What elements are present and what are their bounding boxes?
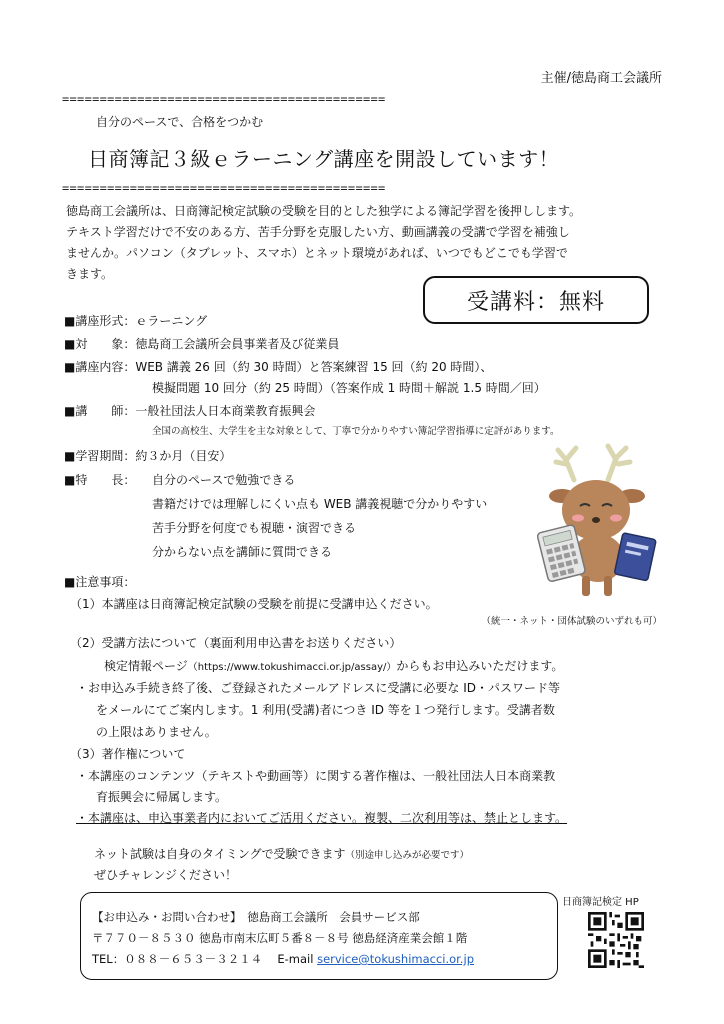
- note-2-bullet-2: をメールにてご案内します。1 利用(受講)者につき ID 等を１つ発行します。受講者数: [96, 703, 555, 717]
- fee-badge: 受講料：無料: [423, 276, 649, 324]
- organizer-label: 主催/徳島商工会議所: [540, 71, 662, 86]
- contact-line-2: 〒７７０－８５３０ 徳島市南末広町５番８－８号 徳島経済産業会館１階: [92, 931, 468, 945]
- cheek-right: [610, 515, 622, 522]
- intro-line-4: きます。: [66, 267, 114, 281]
- detail-content-1: ■講座内容：WEB 講義 26 回（約 30 時間）と答案練習 15 回（約 20 時間）、: [64, 360, 493, 374]
- note-3-bullet-1: ・本講座のコンテンツ（テキストや動画等）に関する著作権は、一般社団法人日本商業教: [76, 769, 556, 783]
- note-2: （2）受講方法について（裏面利用申込書をお送りください）: [70, 636, 402, 650]
- qr-code-icon[interactable]: [588, 912, 644, 968]
- intro-line-2: テキスト学習だけで不安のある方、苦手分野を克服したい方、動画講義の受講で学習を補強し: [66, 225, 570, 239]
- page-title: 日商簿記３級ｅラーニング講座を開設しています！: [88, 147, 560, 171]
- note-2-text-a: 検定情報ページ: [104, 659, 188, 673]
- qr-label: 日商簿記検定 HP: [562, 897, 639, 908]
- feature-item: 自分のペースで勉強できる: [152, 473, 296, 487]
- nose: [592, 517, 600, 523]
- detail-target: ■対 象：徳島商工会議所会員事業者及び従業員: [64, 337, 340, 351]
- detail-features-label: ■特 長：: [64, 473, 136, 487]
- detail-period: ■学習期間：約３か月（目安）: [64, 449, 232, 463]
- intro-line-3: ませんか。パソコン（タブレット、スマホ）とネット環境があれば、いつでもどこでも学習で: [66, 246, 568, 260]
- feature-item: 分からない点を講師に質問できる: [152, 545, 333, 559]
- leg-right: [604, 576, 612, 596]
- closing-line-1: [94, 844, 469, 864]
- note-1-sub: （統一・ネット・団体試験のいずれも可）: [481, 616, 662, 627]
- note-2-bullet-3: の上限はありません。: [96, 725, 217, 739]
- notes-heading: ■注意事項：: [64, 575, 136, 589]
- note-3: （3）著作権について: [70, 747, 186, 761]
- note-2-bullet-1: ・お申込み手続き終了後、ご登録されたメールアドレスに受講に必要な ID・パスワード等: [76, 681, 560, 695]
- detail-instructor: ■講 師：一般社団法人日本商業教育振興会: [64, 404, 316, 418]
- separator-top: ===========================================: [62, 92, 386, 106]
- subtitle: 自分のペースで、合格をつかむ: [96, 115, 264, 129]
- intro-line-1: 徳島商工会議所は、日商簿記検定試験の受験を目的とした独学による簿記学習を後押しします。: [66, 204, 582, 218]
- note-3-bullet-2: 育振興会に帰属します。: [96, 790, 228, 804]
- contact-tel: TEL：０８８－６５３－３２１４ E-mail: [92, 952, 314, 966]
- closing-note: （別途申し込みが必要です）: [345, 850, 470, 861]
- antler-right: [608, 446, 630, 480]
- note-2-line: [104, 656, 563, 678]
- note-3-bullet-3: ・本講座は、申込事業者内においてご活用ください。複製、二次利用等は、禁止とします。: [76, 811, 568, 825]
- detail-format: ■講座形式：ｅラーニング: [64, 314, 208, 328]
- feature-item: 苦手分野を何度でも視聴・演習できる: [152, 521, 357, 535]
- book-icon: [614, 533, 656, 581]
- closing-line-2: ぜひチャレンジください！: [94, 868, 238, 882]
- deer-mascot-illustration: [536, 440, 666, 600]
- cheek-left: [572, 515, 584, 522]
- detail-content-2: 模擬問題 10 回分（約 25 時間）（答案作成 1 時間＋解説 1.5 時間／回）: [152, 381, 546, 395]
- note-1: （1）本講座は日商簿記検定試験の受験を前提に受講申込ください。: [70, 597, 438, 611]
- contact-line-3: [92, 949, 474, 969]
- contact-email-link[interactable]: service@tokushimacci.or.jp: [317, 952, 474, 966]
- note-2-text-b: からもお申込みいただけます。: [396, 659, 564, 673]
- assay-page-url[interactable]: （https://www.tokushimacci.or.jp/assay/）: [187, 662, 397, 673]
- closing-text: ネット試験は自身のタイミングで受験できます: [94, 847, 346, 861]
- separator-bottom: ===========================================: [62, 181, 386, 195]
- contact-line-1: 【お申込み・お問い合わせ】 徳島商工会議所 会員サービス部: [92, 910, 420, 924]
- detail-instructor-note: 全国の高校生、大学生を主な対象として、丁寧で分かりやすい簿記学習指導に定評があります。: [152, 426, 560, 437]
- antler-left: [556, 448, 576, 480]
- feature-item: 書籍だけでは理解しにくい点も WEB 講義視聴で分かりやすい: [152, 497, 488, 511]
- leg-left: [582, 576, 590, 596]
